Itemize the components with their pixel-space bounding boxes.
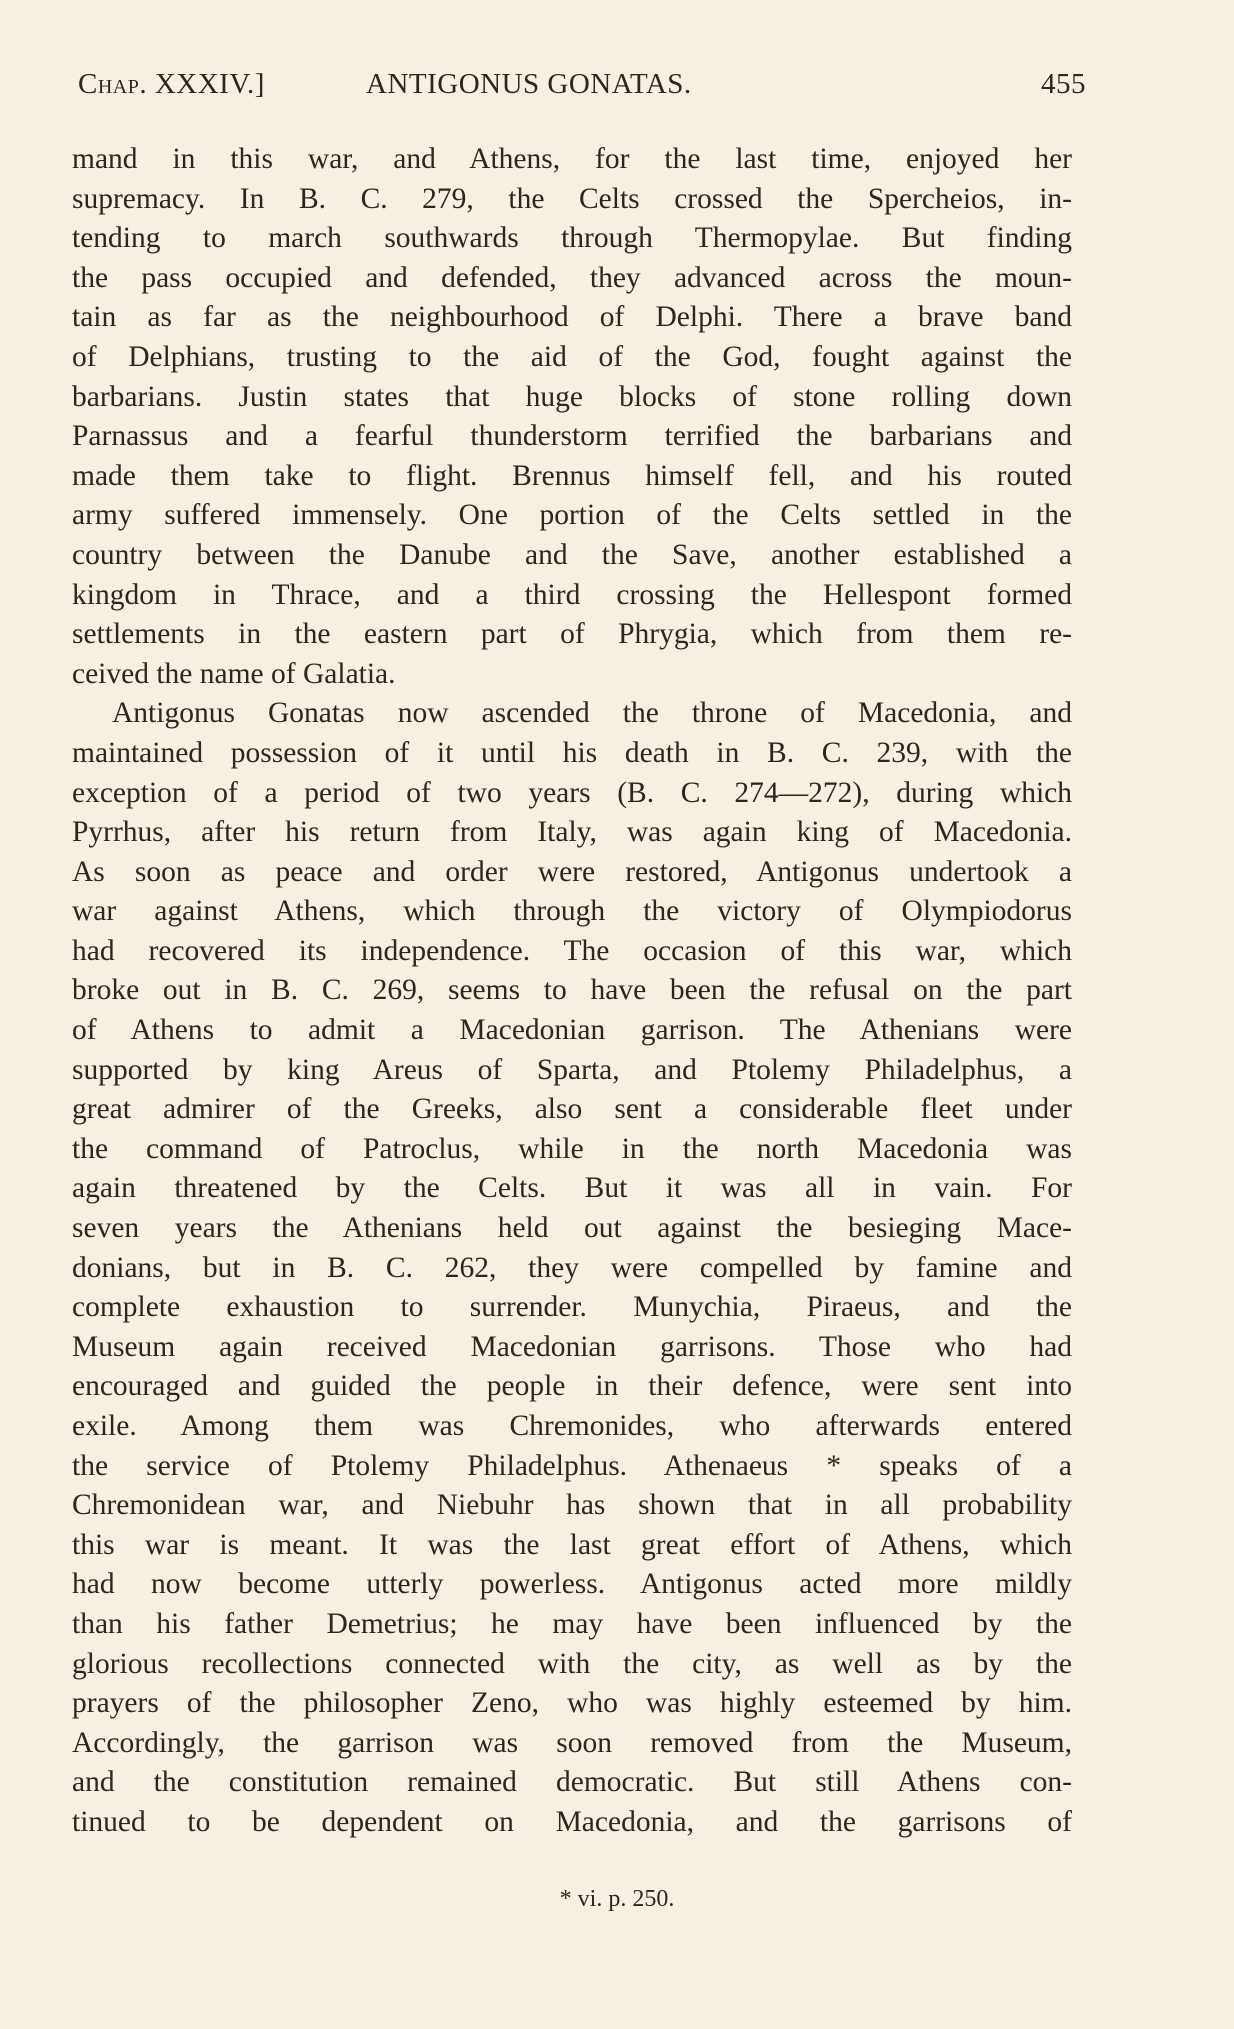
text-line: supported by king Areus of Sparta, and Ptolemy Philadelphus, a [72,1053,1072,1086]
text-line: army suffered immensely. One portion of the Celts settled in the [72,499,1072,532]
text-line: made them take to flight. Brennus himself fell, and his routed [72,459,1072,492]
text-line: this war is meant. It was the last great effort of Athens, which [72,1528,1072,1561]
text-line: tending to march southwards through Thermopylae. But finding [72,222,1072,255]
text-line: kingdom in Thrace, and a third crossing the Hellespont formed [72,578,1072,611]
text-line: had now become utterly powerless. Antigonus acted more mildly [72,1568,1072,1601]
text-line: mand in this war, and Athens, for the last time, enjoyed her [72,143,1072,175]
text-line: donians, but in B. C. 262, they were compelled by famine and [72,1251,1072,1284]
text-line: country between the Danube and the Save, another established a [72,538,1072,571]
text-line: exception of a period of two years (B. C. 274—272), during which [72,776,1072,809]
footnote: * vi. p. 250. [559,1886,675,1912]
text-line: and the constitution remained democratic. But still Athens con- [72,1766,1072,1799]
text-line: Accordingly, the garrison was soon removed from the Museum, [72,1726,1072,1759]
text-line: great admirer of the Greeks, also sent a considerable fleet under [72,1093,1072,1126]
text-line: Chremonidean war, and Niebuhr has shown that in all probability [72,1489,1072,1522]
page-title: ANTIGONUS GONATAS. [366,68,692,100]
text-line: supremacy. In B. C. 279, the Celts crossed the Spercheios, in- [72,182,1072,215]
text-line: again threatened by the Celts. But it was all in vain. For [72,1172,1072,1205]
text-line: exile. Among them was Chremonides, who afterwards entered [72,1410,1072,1442]
text-line: than his father Demetrius; he may have been influenced by the [72,1607,1072,1640]
text-line: prayers of the philosopher Zeno, who was highly esteemed by him. [72,1687,1072,1720]
text-line: settlements in the eastern part of Phrygia, which from them re- [72,618,1072,651]
text-line: war against Athens, which through the victory of Olympiodorus [72,895,1072,928]
body-text [72,140,1072,1843]
text-line: seven years the Athenians held out against the besieging Mace- [72,1212,1072,1245]
text-line: encouraged and guided the people in their defence, were sent into [72,1370,1072,1403]
text-line: Pyrrhus, after his return from Italy, was again king of Macedonia. [72,816,1072,849]
text-line: of Delphians, trusting to the aid of the God, fought against the [72,340,1072,373]
text-line: tain as far as the neighbourhood of Delphi. There a brave band [72,301,1072,334]
text-line: the service of Ptolemy Philadelphus. Athenaeus * speaks of a [72,1449,1072,1482]
text-line: had recovered its independence. The occasion of this war, which [72,934,1072,967]
text-line: barbarians. Justin states that huge blocks of stone rolling down [72,380,1072,413]
text-line: maintained possession of it until his death in B. C. 239, with the [72,736,1072,769]
text-line: the command of Patroclus, while in the north Macedonia was [72,1132,1072,1165]
running-header [78,68,1086,108]
paragraph-start-line: Antigonus Gonatas now ascended the throne of Macedonia, and [112,697,1072,730]
text-line: Museum again received Macedonian garrisons. Those who had [72,1330,1072,1363]
text-line: Parnassus and a fearful thunderstorm terrified the barbarians and [72,420,1072,453]
text-line: As soon as peace and order were restored, Antigonus undertook a [72,855,1072,888]
text-line: of Athens to admit a Macedonian garrison. The Athenians were [72,1014,1072,1047]
text-line: glorious recollections connected with the city, as well as by the [72,1647,1072,1680]
text-line: complete exhaustion to surrender. Munychia, Piraeus, and the [72,1291,1072,1324]
chapter-label: Chap. XXXIV.] [78,68,265,100]
text-line: tinued to be dependent on Macedonia, and the garrisons of [72,1805,1072,1838]
text-line: the pass occupied and defended, they advanced across the moun- [72,261,1072,294]
text-line: ceived the name of Galatia. [72,657,396,690]
text-line: broke out in B. C. 269, seems to have been the refusal on the part [72,974,1072,1007]
page-number: 455 [1041,68,1086,100]
